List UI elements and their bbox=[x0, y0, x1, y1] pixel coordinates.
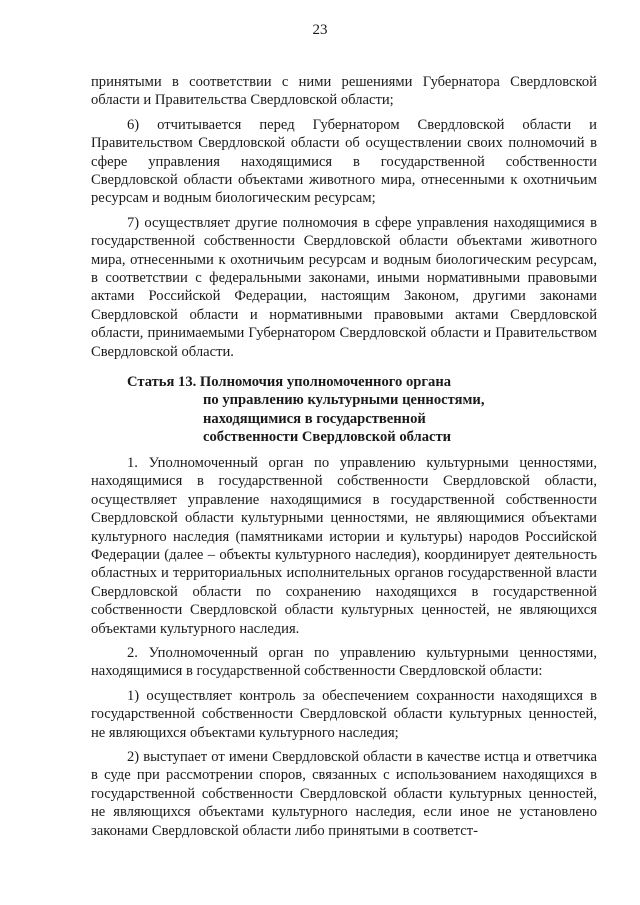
paragraph-item-7: 7) осуществляет другие полномочия в сфере управления находящимися в государственной собственности Свердловской области объектами животного мира, отнесенными к охотничьим ресурсам и водным биологическим ресурсам, в соответствии с федеральными законами, иными нормативными правовыми актами Российской Федерации, настоящим Законом, другими законами Свердловской области и нормативными правовыми актами Свердловской области, принимаемыми Губернатором Свердловской области и Правительством Свердловской области. bbox=[91, 214, 597, 360]
paragraph-section-2: 2. Уполномоченный орган по управлению культурными ценностями, находящимися в государственной собственности Свердловской области: bbox=[91, 644, 597, 680]
paragraph-subitem-1: 1) осуществляет контроль за обеспечением сохранности находящихся в государственной собственности Свердловской области культурных ценностей, не являющихся объектами культурного наследия; bbox=[91, 687, 597, 741]
page-number: 23 bbox=[312, 22, 328, 38]
article-heading-line-3: находящимися в государственной bbox=[203, 410, 426, 427]
paragraph-item-6: 6) отчитывается перед Губернатором Свердловской области и Правительством Свердловской области об осуществлении своих полномочий в сфере управления находящимися в государственной собственности Свердловской области объектами животного мира, отнесенными к охотничьим ресурсам и водным биологическим ресурсам; bbox=[91, 116, 597, 207]
article-heading bbox=[91, 373, 597, 446]
article-heading-line-2: по управлению культурными ценностями, bbox=[203, 392, 485, 409]
article-heading-line-1: Статья 13. Полномочия уполномоченного органа bbox=[127, 374, 452, 391]
paragraph-continuation: принятыми в соответствии с ними решениями Губернатора Свердловской области и Правительства Свердловской области; bbox=[91, 74, 597, 109]
document-body bbox=[91, 73, 597, 846]
article-heading-line-4: собственности Свердловской области bbox=[203, 428, 452, 445]
paragraph-section-1: 1. Уполномоченный орган по управлению культурными ценностями, находящимися в государственной собственности Свердловской области, осуществляет управление находящимися в государственной собственности Свердловской области культурными ценностями, не являющимися объектами культурного наследия (памятниками истории и культуры) народов Российской Федерации (далее – объекты культурного наследия), координирует деятельность областных и территориальных исполнительных органов государственной власти Свердловской области по сохранению находящихся в государственной собственности Свердловской области культурных ценностей, не являющихся объектами культурного наследия. bbox=[91, 454, 597, 637]
paragraph-subitem-2: 2) выступает от имени Свердловской области в качестве истца и ответчика в суде при рассмотрении споров, связанных с использованием находящихся в государственной собственности Свердловской области культурных ценностей, не являющихся объектами культурного наследия, если иное не установлено законами Свердловской области либо принятыми в соответст- bbox=[91, 749, 597, 839]
